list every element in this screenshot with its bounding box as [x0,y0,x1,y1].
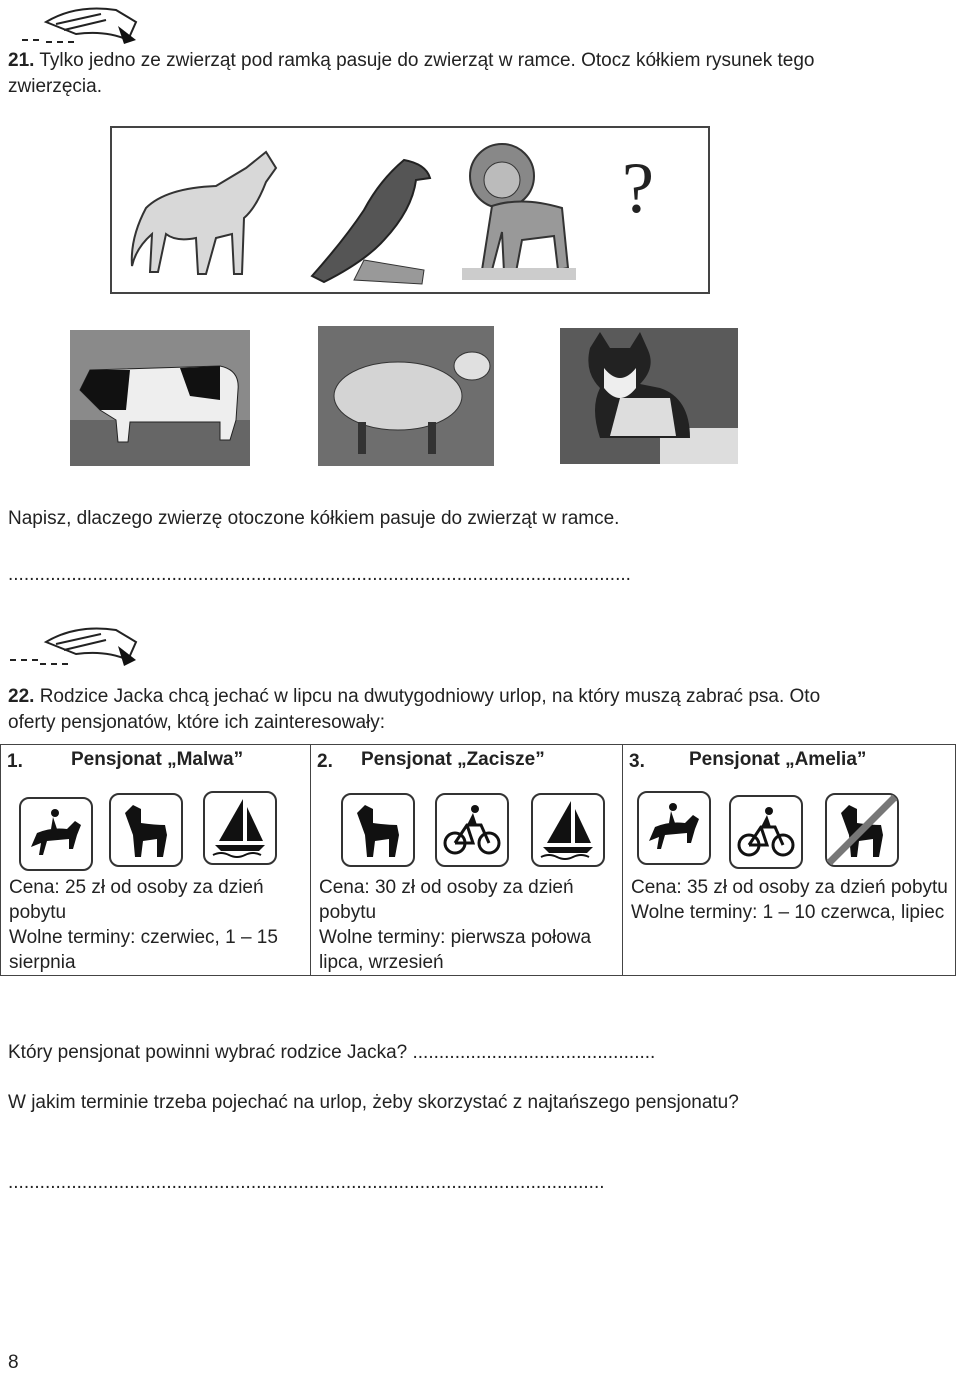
pension-table [0,744,956,976]
pension-name: Pensjonat „Amelia” [689,749,867,770]
cycling-icon [729,795,803,869]
pension-info [631,875,951,925]
sheep-photo[interactable] [318,326,494,466]
task21-answer-line[interactable]: ...................................................................................................................... [8,564,631,585]
pension-number: 1. [7,751,23,772]
pension-info [9,875,299,975]
pension-number: 3. [629,751,645,772]
task22-question-1[interactable]: Który pensjonat powinni wybrać rodzice Jacka? .............................................. [8,1042,656,1063]
pension-dates: Wolne terminy: pierwsza połowa lipca, wrzesień [319,927,592,973]
pension-price: Cena: 35 zł od osoby za dzień pobytu [631,877,948,898]
cycling-icon [435,793,509,867]
task22-answer-line[interactable]: ................................................................................................................. [8,1172,605,1193]
pencil-writing-icon [6,618,146,668]
cow-photo[interactable] [70,330,250,466]
page-number: 8 [8,1352,19,1373]
pension-card-zacisze [310,745,623,975]
pension-name: Pensjonat „Zacisze” [361,749,545,770]
cat-photo[interactable] [560,328,738,464]
pension-dates: Wolne terminy: 1 – 10 czerwca, lipiec [631,902,945,923]
pension-number: 2. [317,751,333,772]
wolf-drawing [126,138,286,283]
horse-riding-icon [637,791,711,865]
pension-info [319,875,617,975]
pension-name: Pensjonat „Malwa” [71,749,244,770]
task22-instruction [8,684,828,736]
pension-dates: Wolne terminy: czerwiec, 1 – 15 sierpnia [9,927,278,973]
sailing-icon [203,791,277,865]
task22-question-2: W jakim terminie trzeba pojechać na urlop, żeby skorzystać z najtańszego pensjonatu? [8,1092,739,1113]
pension-price: Cena: 30 zł od osoby za dzień pobytu [319,877,574,923]
task21-text: Tylko jedno ze zwierząt pod ramką pasuje do zwierząt w ramce. Otocz kółkiem rysunek tego zwierzęcia. [8,50,815,97]
dog-icon [109,793,183,867]
pension-card-malwa [1,745,310,975]
lion-drawing [462,136,576,282]
task22-number: 22. [8,686,35,707]
sailing-icon [531,793,605,867]
no-dogs-icon [825,793,899,867]
pencil-writing-icon [6,0,146,46]
pension-card-amelia [622,745,956,975]
eagle-drawing [304,150,440,288]
horse-riding-icon [19,797,93,871]
question-mark: ? [622,148,654,228]
task22-text: Rodzice Jacka chcą jechać w lipcu na dwutygodniowy urlop, na który muszą zabrać psa. Oto oferty pensjonatów, które ich zainteresowały: [8,686,821,733]
task21-instruction [8,48,828,100]
task21-followup: Napisz, dlaczego zwierzę otoczone kółkiem pasuje do zwierząt w ramce. [8,508,620,529]
task21-number: 21. [8,50,35,71]
pension-price: Cena: 25 zł od osoby za dzień pobytu [9,877,264,923]
dog-icon [341,793,415,867]
